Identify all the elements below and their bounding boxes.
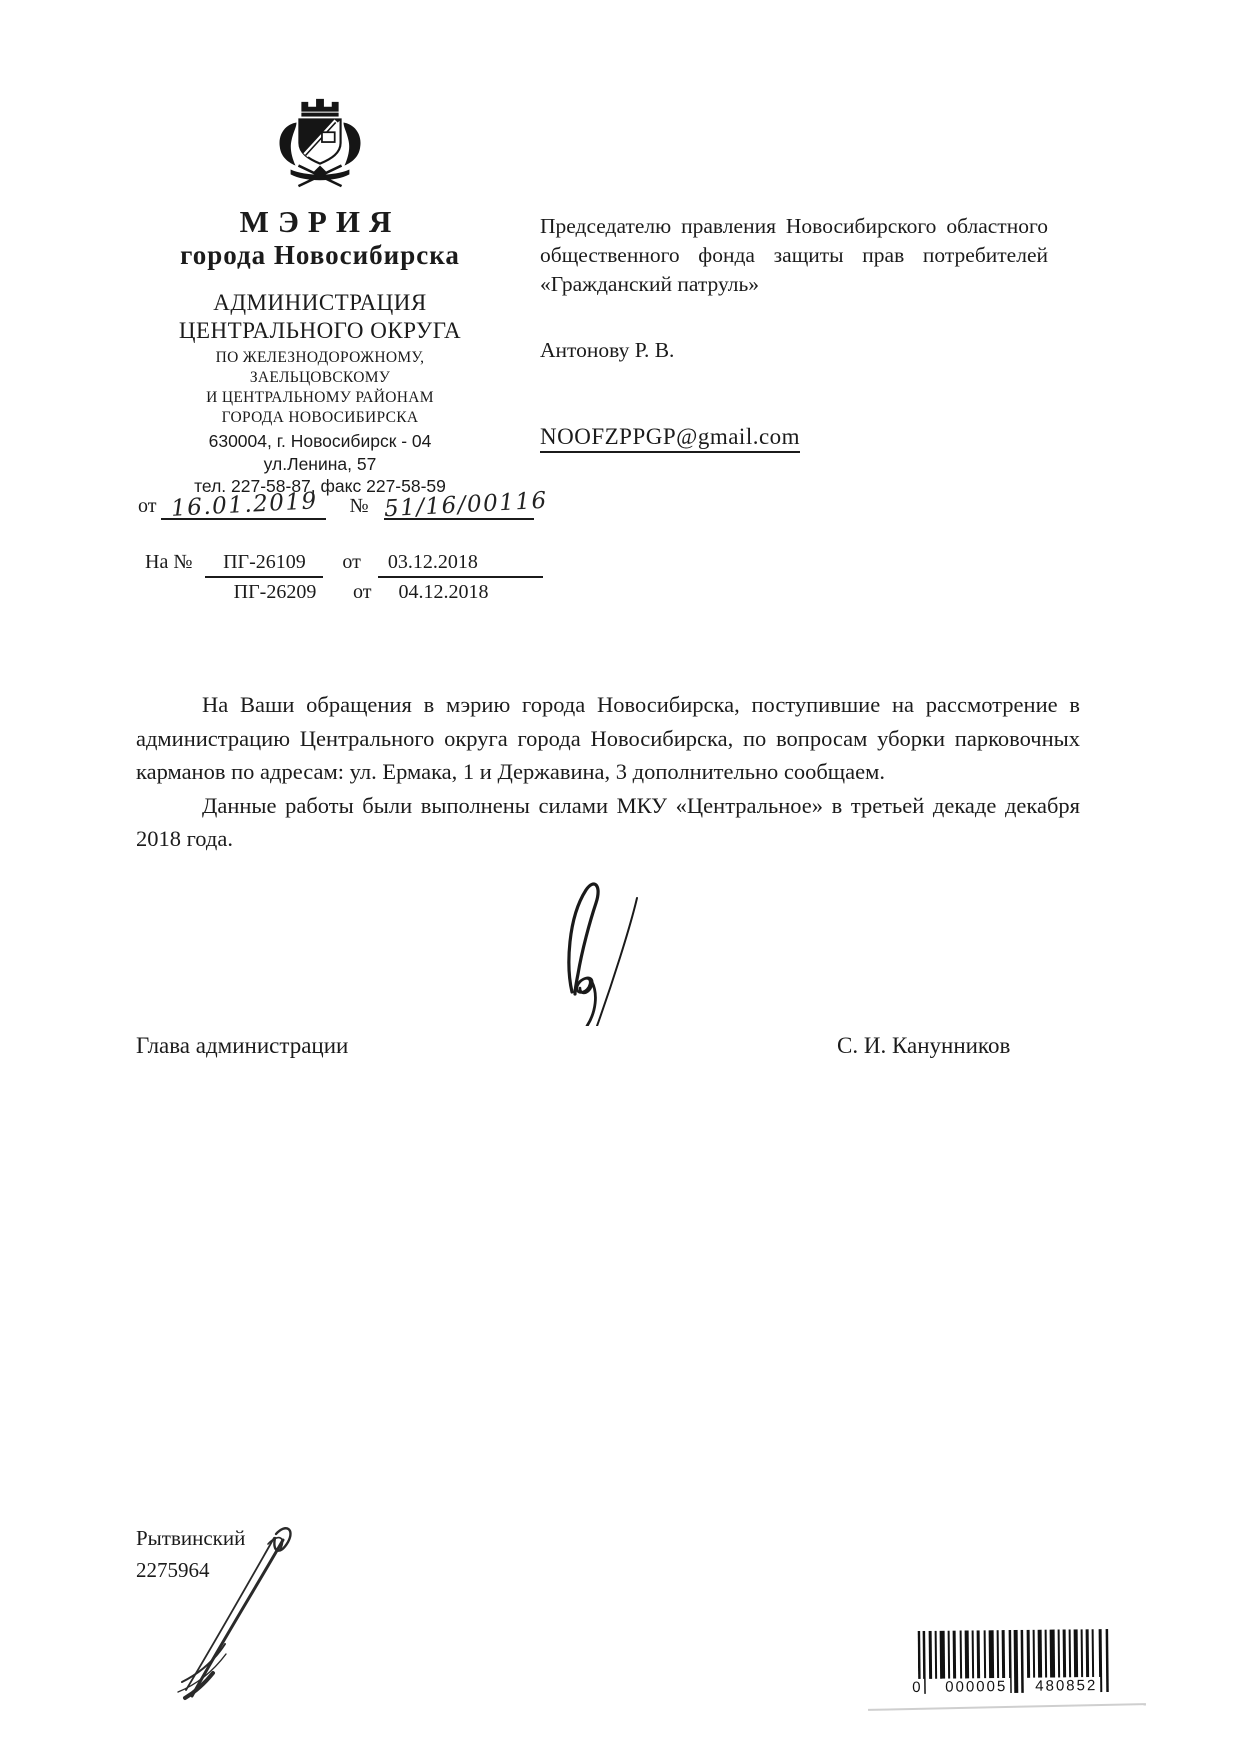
barcode-digits bbox=[910, 1677, 1110, 1699]
district-line-4: ГОРОДА НОВОСИБИРСКА bbox=[221, 409, 419, 426]
letterhead bbox=[120, 95, 520, 498]
reply-date-1: 03.12.2018 bbox=[378, 548, 543, 578]
district-line-3: И ЦЕНТРАЛЬНОМУ РАЙОНАМ bbox=[206, 389, 434, 406]
reply-label: На № bbox=[145, 551, 193, 573]
reference-line bbox=[138, 487, 548, 523]
addressee-email: NOOFZPPGP@gmail.com bbox=[540, 424, 800, 453]
handwritten-date: 16.01.2019 bbox=[170, 488, 318, 522]
body-paragraph-2: Данные работы были выполнены силами МКУ «Центральное» в третьей декаде декабря 2018 года. bbox=[136, 792, 1080, 851]
reply-row-2 bbox=[208, 578, 553, 606]
address-line-3: тел. 227-58-87, факс 227-58-59 bbox=[194, 476, 446, 496]
rytvinsky-signature bbox=[158, 1520, 308, 1715]
date-label: от bbox=[138, 495, 157, 517]
executor-phone: 2275964 bbox=[136, 1558, 210, 1582]
number-field bbox=[383, 487, 548, 523]
reply-row-1 bbox=[145, 548, 553, 578]
body-paragraph-1: На Ваши обращения в мэрию города Новосибирска, поступившие на рассмотрение в администрацию Центрального округа города Новосибирска, по вопросам уборки парковочных карманов по адресам: ул. Ермака, 1 и Державина, 3 дополнительно сообщаем. bbox=[136, 692, 1080, 784]
date-field bbox=[161, 488, 326, 522]
admin-line-2: ЦЕНТРАЛЬНОГО ОКРУГА bbox=[178, 318, 462, 343]
registration-barcode bbox=[910, 1629, 1111, 1703]
barcode-digits-group-1: 000005 bbox=[942, 1678, 1010, 1696]
executor-name: Рытвинский bbox=[136, 1526, 246, 1550]
number-label: № bbox=[349, 495, 369, 517]
kanunnikov-signature bbox=[540, 876, 680, 1026]
barcode-digits-group-2: 480852 bbox=[1032, 1677, 1100, 1695]
reply-number-2: ПГ-26209 bbox=[233, 581, 317, 603]
org-title-city: города Новосибирска bbox=[180, 240, 460, 270]
novosibirsk-coat-of-arms-icon bbox=[270, 95, 370, 193]
address-line-2: ул.Ленина, 57 bbox=[263, 453, 377, 474]
address-line-1: 630004, г. Новосибирск - 04 bbox=[208, 431, 432, 451]
barcode-digit-left: 0 bbox=[912, 1678, 923, 1697]
reply-from-label-1: от bbox=[342, 551, 361, 573]
org-title-meria: МЭРИЯ bbox=[239, 204, 401, 239]
reply-date-2: 04.12.2018 bbox=[398, 581, 489, 603]
reply-from-label-2: от bbox=[353, 581, 372, 603]
addressee-paragraph: Председателю правления Новосибирского областного общественного фонда защиты прав потребителей «Гражданский патруль» bbox=[540, 214, 1048, 296]
district-line-1: ПО ЖЕЛЕЗНОДОРОЖНОМУ, bbox=[215, 349, 425, 366]
signer-name: С. И. Канунников bbox=[837, 1033, 1011, 1058]
letter-body bbox=[136, 688, 1080, 856]
addressee-name: Антонову Р. В. bbox=[540, 338, 675, 362]
handwritten-number: 51/16/00116 bbox=[383, 487, 548, 523]
reply-reference-block bbox=[145, 548, 553, 606]
reply-number-1: ПГ-26109 bbox=[205, 548, 323, 578]
signer-position: Глава администрации bbox=[136, 1033, 349, 1058]
admin-line-1: АДМИНИСТРАЦИЯ bbox=[213, 290, 427, 315]
scan-artifact-line bbox=[868, 1703, 1146, 1711]
district-line-2: ЗАЕЛЬЦОВСКОМУ bbox=[249, 369, 391, 386]
